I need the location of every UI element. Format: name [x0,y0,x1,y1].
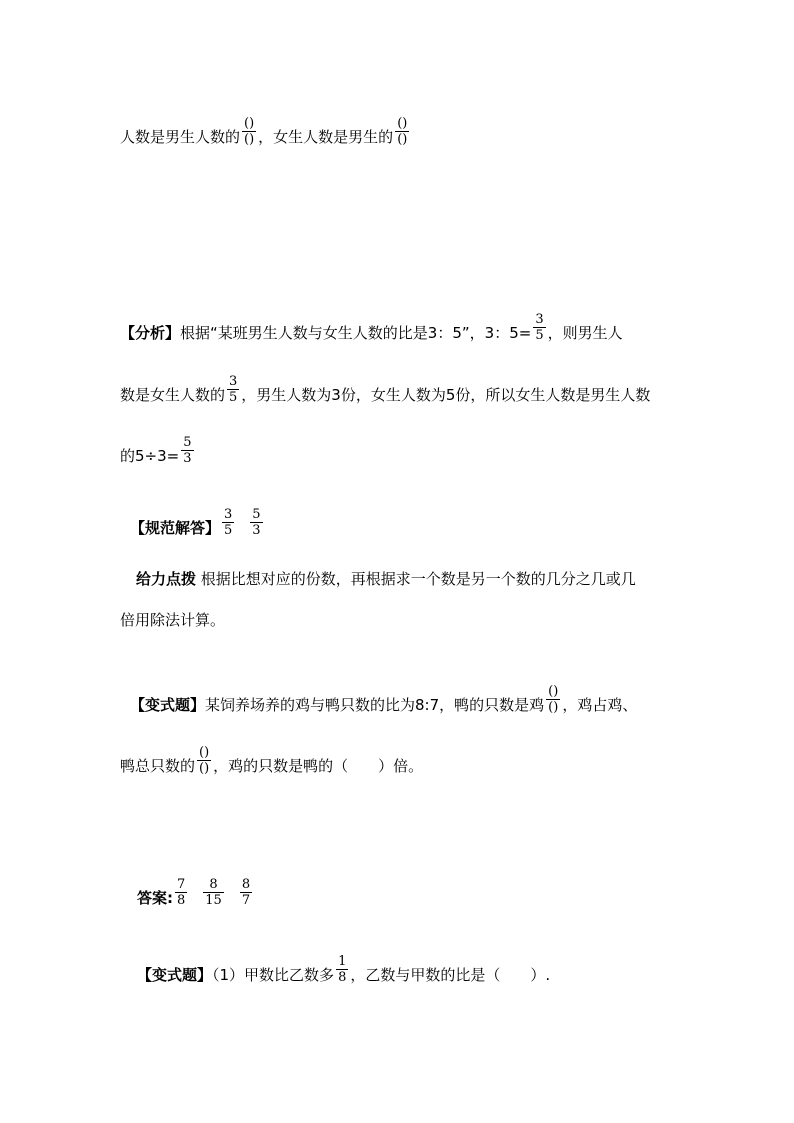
variant1-answer [137,877,254,914]
answer-label: 【规范解答】 [130,519,221,537]
standard-answer [130,507,265,544]
fraction: $\frac{5}{3}$ [183,435,192,466]
text: ，乙数与甲数的比是（ ）. [350,966,551,984]
tip-line-2 [120,611,225,629]
text: 倍用除法计算。 [120,611,226,629]
fraction: $\frac{7}{8}$ [177,877,186,908]
fraction: $\frac{3}{5}$ [224,507,233,538]
text: ，鸡的只数是鸭的（ ）倍。 [213,757,424,775]
tip-line-1 [136,570,636,588]
text: ，则男生人 [547,324,623,342]
text: 根据“某班男生人数与女生人数的比是3：5”，3：5= [180,324,532,342]
text: ，鸡占鸡、 [562,696,638,714]
text: 根据比想对应的份数，再根据求一个数是另一个数的几分之几或几 [196,570,636,588]
variant-label: 【变式题】 [130,696,206,714]
question-line-1 [120,116,411,153]
text: ，男生人数为3份，女生人数为5份，所以女生人数是男生人数 [241,386,651,404]
fraction: $\frac{()}{()}$ [199,745,210,776]
analysis-label: 【分析】 [120,324,181,342]
fraction: $\frac{3}{5}$ [229,374,238,405]
text: 数是女生人数的 [120,386,226,404]
text: 鸭总只数的 [120,757,196,775]
text: （1）甲数比乙数多 [212,966,335,984]
text: 人数是男生人数的 [120,128,241,146]
analysis-line-2 [120,374,651,411]
fraction: $\frac{5}{3}$ [252,507,261,538]
text: 的5÷3= [120,447,180,465]
fraction: $\frac{8}{15}$ [205,877,222,908]
answer-label: 答案: [137,889,173,907]
fraction: $\frac{()}{()}$ [397,116,408,147]
text: ，女生人数是男生的 [258,128,394,146]
analysis-line-1 [120,312,623,349]
variant-label: 【变式题】 [137,966,213,984]
analysis-line-3 [120,435,196,472]
variant1-line-2 [120,745,424,782]
fraction: $\frac{()}{()}$ [244,116,255,147]
fraction: $\frac{()}{()}$ [548,684,559,715]
variant1-line-1 [130,684,638,721]
fraction: $\frac{3}{5}$ [535,312,544,343]
fraction: $\frac{8}{7}$ [241,877,251,908]
fraction: $\frac{1}{8}$ [338,954,347,985]
text: 某饲养场养的鸡与鸭只数的比为8:7，鸭的只数是鸡 [205,696,545,714]
variant2-line [137,954,551,991]
tip-label: 给力点拨 [136,570,197,588]
